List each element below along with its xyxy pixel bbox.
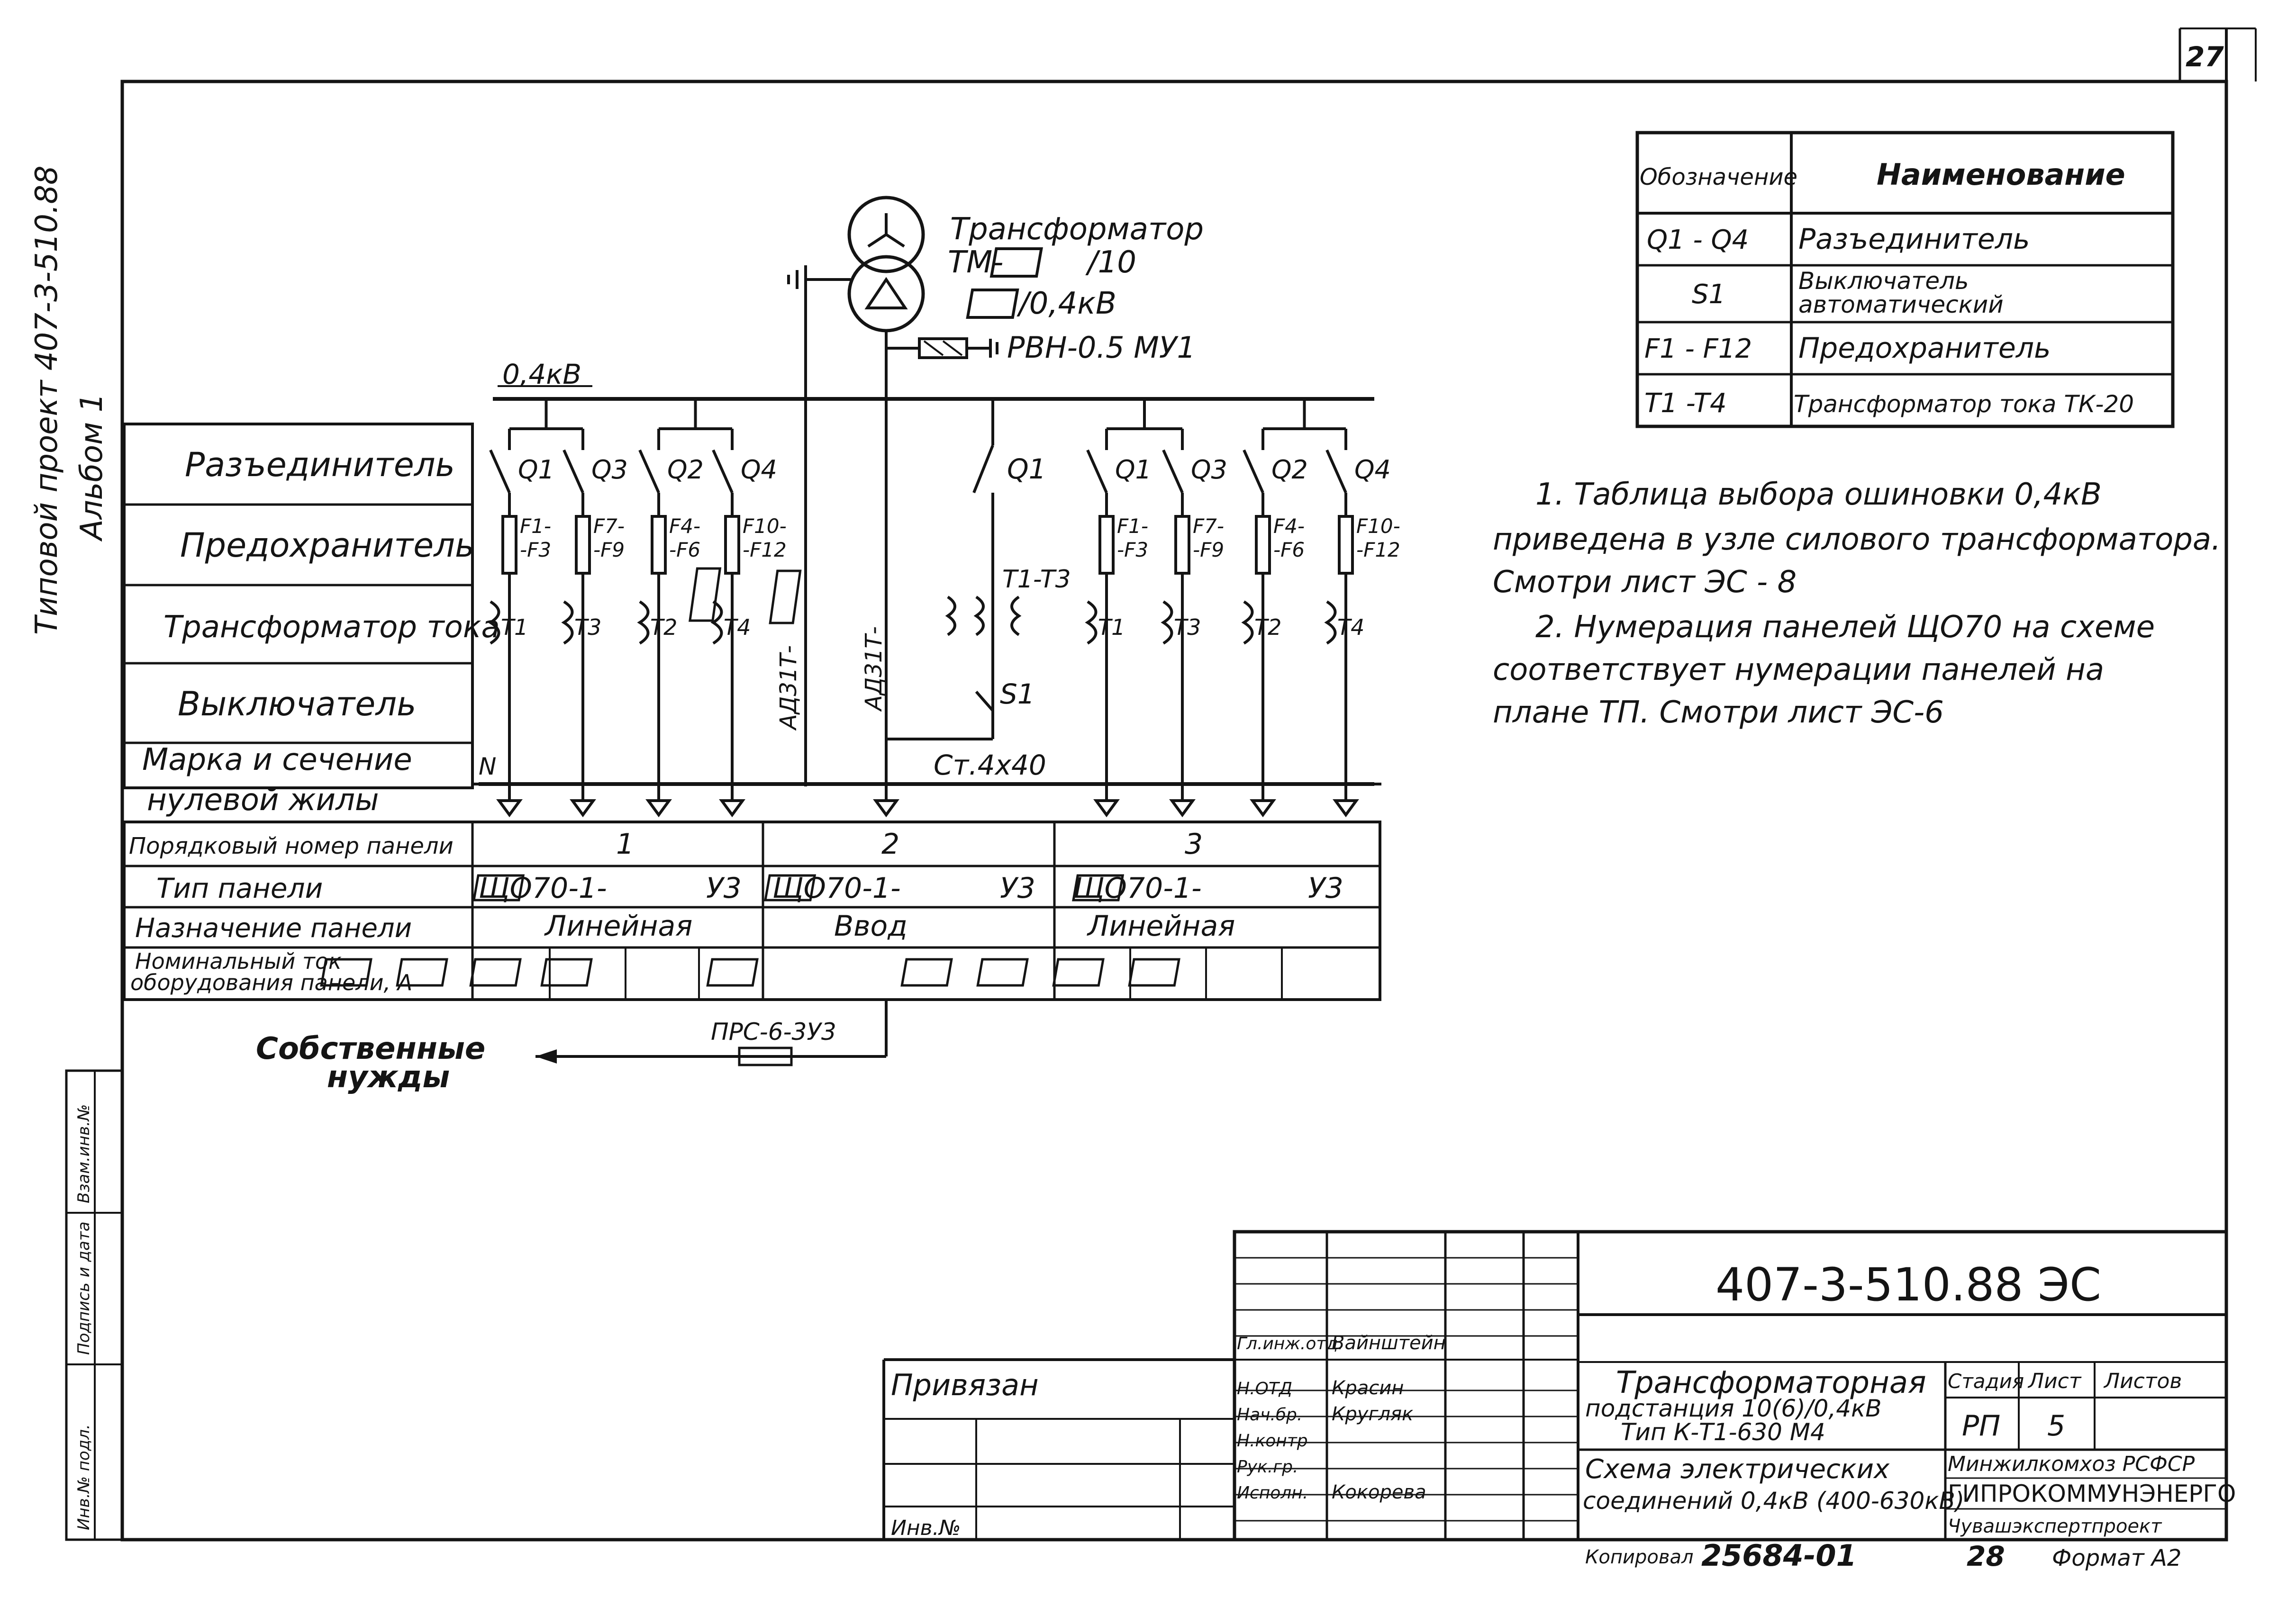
panel-number-1: 1 — [616, 828, 635, 861]
fuse-label-bottom: -F3 — [1117, 538, 1149, 561]
strip-label-signature: Подпись и дата — [74, 1221, 93, 1355]
aux-label-1: Собственные — [256, 1031, 486, 1066]
disconnector-label: Q4 — [1354, 455, 1391, 485]
panel-type-suffix-1: У3 — [706, 872, 742, 905]
feeder-column — [490, 429, 554, 815]
stage-value: РП — [1962, 1409, 2001, 1443]
org-line-1: Минжилкомхоз РСФСР — [1948, 1452, 2195, 1476]
fuse-label-top: F7- — [1193, 514, 1225, 538]
arrester-label: РВН-0.5 МУ1 — [1007, 330, 1196, 365]
legend-name-1: Разъединитель — [1798, 223, 2030, 256]
signature-role: Рук.гр. — [1237, 1457, 1298, 1477]
aux-fuse-label: ПРС-6-3У3 — [711, 1018, 836, 1046]
table-row-label-current-1: Номинальный ток — [135, 948, 342, 974]
archive-number: 25684-01 — [1701, 1538, 1857, 1573]
row-label-fuse: Предохранитель — [180, 526, 475, 565]
legend-code-4: T1 -T4 — [1644, 388, 1727, 419]
current-transformer-label: T1 — [1098, 614, 1125, 640]
subtitle-line-1: Схема электрических — [1585, 1454, 1890, 1485]
disconnector-blade — [713, 450, 732, 493]
bus-voltage-label: 0,4кВ — [502, 358, 582, 390]
feeder-column — [564, 429, 628, 815]
feeder-column — [1327, 429, 1400, 815]
table-row-label-type: Тип панели — [156, 872, 323, 904]
disconnector-blade — [1163, 450, 1182, 493]
panel-type-2: ЩО70-1- — [772, 872, 901, 905]
rated-current-box — [1129, 959, 1179, 985]
feeder-column — [1088, 429, 1152, 815]
cable-label-left: АД31Т- — [775, 645, 802, 730]
current-transformer-label: T2 — [650, 614, 678, 640]
current-transformer-symbol — [1244, 602, 1252, 643]
fuse-label-top: F7- — [593, 514, 625, 538]
outgoing-cable-arrow — [648, 801, 669, 815]
legend-name-2: Выключатель — [1798, 267, 1969, 295]
signature-role: Нач.бр. — [1237, 1405, 1303, 1425]
side-stamp-line2: Альбом 1 — [74, 393, 109, 540]
transformer-title: Трансформатор — [950, 212, 1204, 247]
disconnector-label: Q2 — [667, 455, 704, 485]
page-number: 28 — [1967, 1540, 2005, 1572]
cable-markers — [690, 568, 887, 731]
current-transformer-label: T3 — [574, 614, 602, 640]
neutral-bus — [479, 749, 1374, 784]
current-transformer-symbol — [1163, 602, 1172, 643]
rated-current-cells — [321, 947, 1282, 1000]
fuse-label-top: F4- — [669, 514, 701, 538]
panel-number-3: 3 — [1185, 828, 1203, 861]
disconnector-blade — [564, 450, 583, 493]
sheet-value: 5 — [2047, 1409, 2066, 1443]
note-line-2: приведена в узле силового трансформатора. — [1493, 522, 2221, 557]
attached-label: Привязан — [891, 1368, 1039, 1402]
copy-note: Копировал — [1585, 1546, 1694, 1568]
rated-current-box — [902, 959, 952, 985]
input-cable-arrow — [876, 801, 897, 815]
legend-table — [1637, 133, 2173, 426]
disconnector-label: Q3 — [591, 455, 628, 485]
signature-name: Красин — [1332, 1377, 1404, 1399]
sheet-header: Лист — [2028, 1369, 2081, 1393]
disconnector-label: Q3 — [1191, 455, 1227, 485]
rated-current-box — [978, 959, 1027, 985]
row-label-current-transformer: Трансформатор тока — [163, 610, 500, 645]
sheets-header: Листов — [2104, 1369, 2182, 1393]
outgoing-cable-arrow — [499, 801, 520, 815]
fuse-body — [1256, 516, 1270, 573]
hv-voltage-box — [968, 290, 1017, 317]
fuse-body — [1100, 516, 1113, 573]
disconnector-blade — [640, 450, 659, 493]
title-line-1: Трансформаторная — [1616, 1365, 1926, 1400]
title-signatures — [1237, 1332, 1446, 1503]
panel-purpose-1: Линейная — [545, 910, 693, 943]
note-line-3: Смотри лист ЭС - 8 — [1493, 565, 1797, 600]
legend-name-3: Предохранитель — [1798, 332, 2051, 365]
disconnector-blade — [1088, 450, 1107, 493]
side-stamp — [29, 165, 109, 635]
fuse-body — [1176, 516, 1189, 573]
fuse-body — [503, 516, 516, 573]
input-ct-label: T1-T3 — [1002, 565, 1071, 594]
legend-name-4: Трансформатор тока ТК-20 — [1794, 390, 2134, 418]
fuse-label-bottom: -F6 — [669, 538, 701, 561]
signature-name: Кругляк — [1332, 1403, 1414, 1425]
fuse-body — [726, 516, 739, 573]
table-row-label-number: Порядковый номер панели — [129, 833, 454, 859]
note-line-6: плане ТП. Смотри лист ЭС-6 — [1493, 695, 1944, 730]
panel-type-suffix-3: У3 — [1308, 872, 1343, 905]
left-inventory-strip — [66, 1071, 122, 1540]
fuse-label-bottom: -F6 — [1273, 538, 1305, 561]
neutral-n-label: N — [479, 753, 497, 780]
legend-header-designation: Обозначение — [1640, 164, 1798, 190]
outgoing-cable-arrow — [722, 801, 743, 815]
fuse-label-bottom: -F3 — [520, 538, 552, 561]
current-transformer-label: T4 — [724, 614, 751, 640]
title-line-2: подстанция 10(6)/0,4кВ — [1585, 1395, 1882, 1422]
busbar-04kv — [493, 358, 1374, 445]
strip-label-inv: Инв.№ подл. — [74, 1424, 93, 1530]
outgoing-cable-arrow — [1335, 801, 1356, 815]
note-line-1: 1. Таблица выбора ошиновки 0,4кВ — [1535, 477, 2102, 512]
signature-role: Н.ОТД — [1237, 1379, 1292, 1398]
fuse-label-bottom: -F9 — [1193, 538, 1225, 561]
fuse-body — [576, 516, 590, 573]
table-row-label-current-2: оборудования панели, А — [130, 970, 413, 995]
inv-label: Инв.№ — [891, 1516, 961, 1540]
table-row-label-purpose: Назначение панели — [135, 913, 412, 944]
current-transformer-label: T2 — [1254, 614, 1282, 640]
panel-purpose-3: Линейная — [1088, 910, 1235, 943]
title-line-3: Тип К-Т1-630 М4 — [1621, 1418, 1825, 1446]
rated-current-box — [471, 959, 520, 985]
fuse-label-top: F4- — [1273, 514, 1305, 538]
legend-code-1: Q1 - Q4 — [1647, 225, 1749, 255]
signature-role: Н.контр — [1237, 1431, 1308, 1451]
fuse-label-bottom: -F12 — [1356, 538, 1400, 561]
fuse-label-bottom: -F9 — [593, 538, 625, 561]
format-label: Формат А2 — [2052, 1545, 2182, 1571]
signature-role: Исполн. — [1237, 1483, 1308, 1503]
panel-type-1: ЩО70-1- — [479, 872, 607, 905]
note-line-5: соответствует нумерации панелей на — [1493, 652, 2105, 687]
strip-label-replace: Взам.инв.№ — [74, 1104, 93, 1203]
current-transformer-label: T3 — [1174, 614, 1201, 640]
row-label-neutral-1: Марка и сечение — [142, 742, 412, 777]
stage-header: Стадия — [1948, 1370, 2024, 1393]
outgoing-cable-arrow — [1172, 801, 1193, 815]
outgoing-cable-arrow — [1096, 801, 1117, 815]
disconnector-blade — [1244, 450, 1263, 493]
fuse-label-top: F10- — [1356, 514, 1400, 538]
panel-table — [124, 822, 1380, 1000]
outgoing-cable-arrow — [1252, 801, 1273, 815]
org-line-2: ГИПРОКОММУНЭНЕРГО — [1948, 1480, 2236, 1507]
panel-purpose-2: Ввод — [834, 910, 908, 943]
input-panel-devices — [886, 445, 1071, 739]
fuse-label-top: F1- — [1117, 514, 1149, 538]
current-transformer-label: T4 — [1337, 614, 1365, 640]
transformer-symbol — [789, 198, 1204, 786]
fuse-label-top: F10- — [743, 514, 787, 538]
legend-header-name: Наименование — [1877, 157, 2125, 192]
row-label-breaker: Выключатель — [178, 685, 417, 723]
disconnector-label: Q1 — [1115, 455, 1152, 485]
disconnector-label: Q4 — [741, 455, 777, 485]
outgoing-cable-arrow — [572, 801, 593, 815]
current-transformer-label: T1 — [501, 614, 528, 640]
neutral-bus-label: Ст.4х40 — [934, 749, 1046, 781]
panel-number-2: 2 — [881, 828, 900, 861]
disconnector-blade — [1327, 450, 1346, 493]
subtitle-line-2: соединений 0,4кВ (400-630кВ) — [1583, 1487, 1965, 1515]
fuse-label-bottom: -F12 — [743, 538, 787, 561]
doc-code: 407-3-510.88 ЭС — [1715, 1258, 2102, 1311]
aux-label-2: нужды — [327, 1060, 450, 1095]
signature-name: Кокорева — [1332, 1481, 1426, 1503]
legend-code-2: S1 — [1692, 279, 1726, 310]
row-label-neutral-2: нулевой жилы — [147, 783, 379, 818]
current-transformer-symbol — [1088, 602, 1096, 643]
legend-code-3: F1 - F12 — [1644, 334, 1752, 364]
input-switch-label: Q1 — [1007, 453, 1046, 485]
transformer-model-suffix: /10 — [1088, 245, 1136, 280]
signature-name: Вайнштейн — [1332, 1332, 1446, 1354]
transformer-model-prefix: ТМ- — [948, 245, 1004, 280]
fuse-body — [652, 516, 665, 573]
title-block — [884, 1232, 2236, 1573]
cable-label-right: АД31Т- — [861, 626, 887, 711]
note-line-4: 2. Нумерация панелей ЩО70 на схеме — [1535, 610, 2155, 645]
feeder-column — [1163, 429, 1227, 815]
fuse-body — [1339, 516, 1352, 573]
disconnector-blade — [490, 450, 509, 493]
disconnector-label: Q2 — [1271, 455, 1308, 485]
feeder-column — [1244, 429, 1308, 815]
current-transformer-symbol — [640, 602, 648, 643]
sheet-number: 27 — [2186, 41, 2224, 73]
side-stamp-line1: Типовой проект 407-3-510.88 — [29, 165, 64, 635]
rated-current-box — [1053, 959, 1103, 985]
panel-type-3: ЩО70-1- — [1073, 872, 1202, 905]
current-transformer-symbol — [1327, 602, 1335, 643]
current-transformer-symbol — [564, 602, 572, 643]
signature-role: Гл.инж.отд. — [1237, 1334, 1343, 1353]
aux-supply — [256, 1000, 886, 1095]
legend-name-2b: автоматический — [1798, 291, 2004, 318]
rated-current-box — [708, 959, 757, 985]
row-label-disconnector: Разъединитель — [185, 445, 455, 484]
org-line-3: Чувашэкспертпроект — [1948, 1516, 2162, 1537]
transformer-voltage-suffix: /0,4кВ — [1019, 286, 1116, 321]
fuse-label-top: F1- — [520, 514, 552, 538]
notes — [1493, 477, 2221, 730]
panel-type-suffix-2: У3 — [1000, 872, 1035, 905]
input-breaker-label: S1 — [1000, 678, 1035, 710]
disconnector-label: Q1 — [518, 455, 554, 485]
